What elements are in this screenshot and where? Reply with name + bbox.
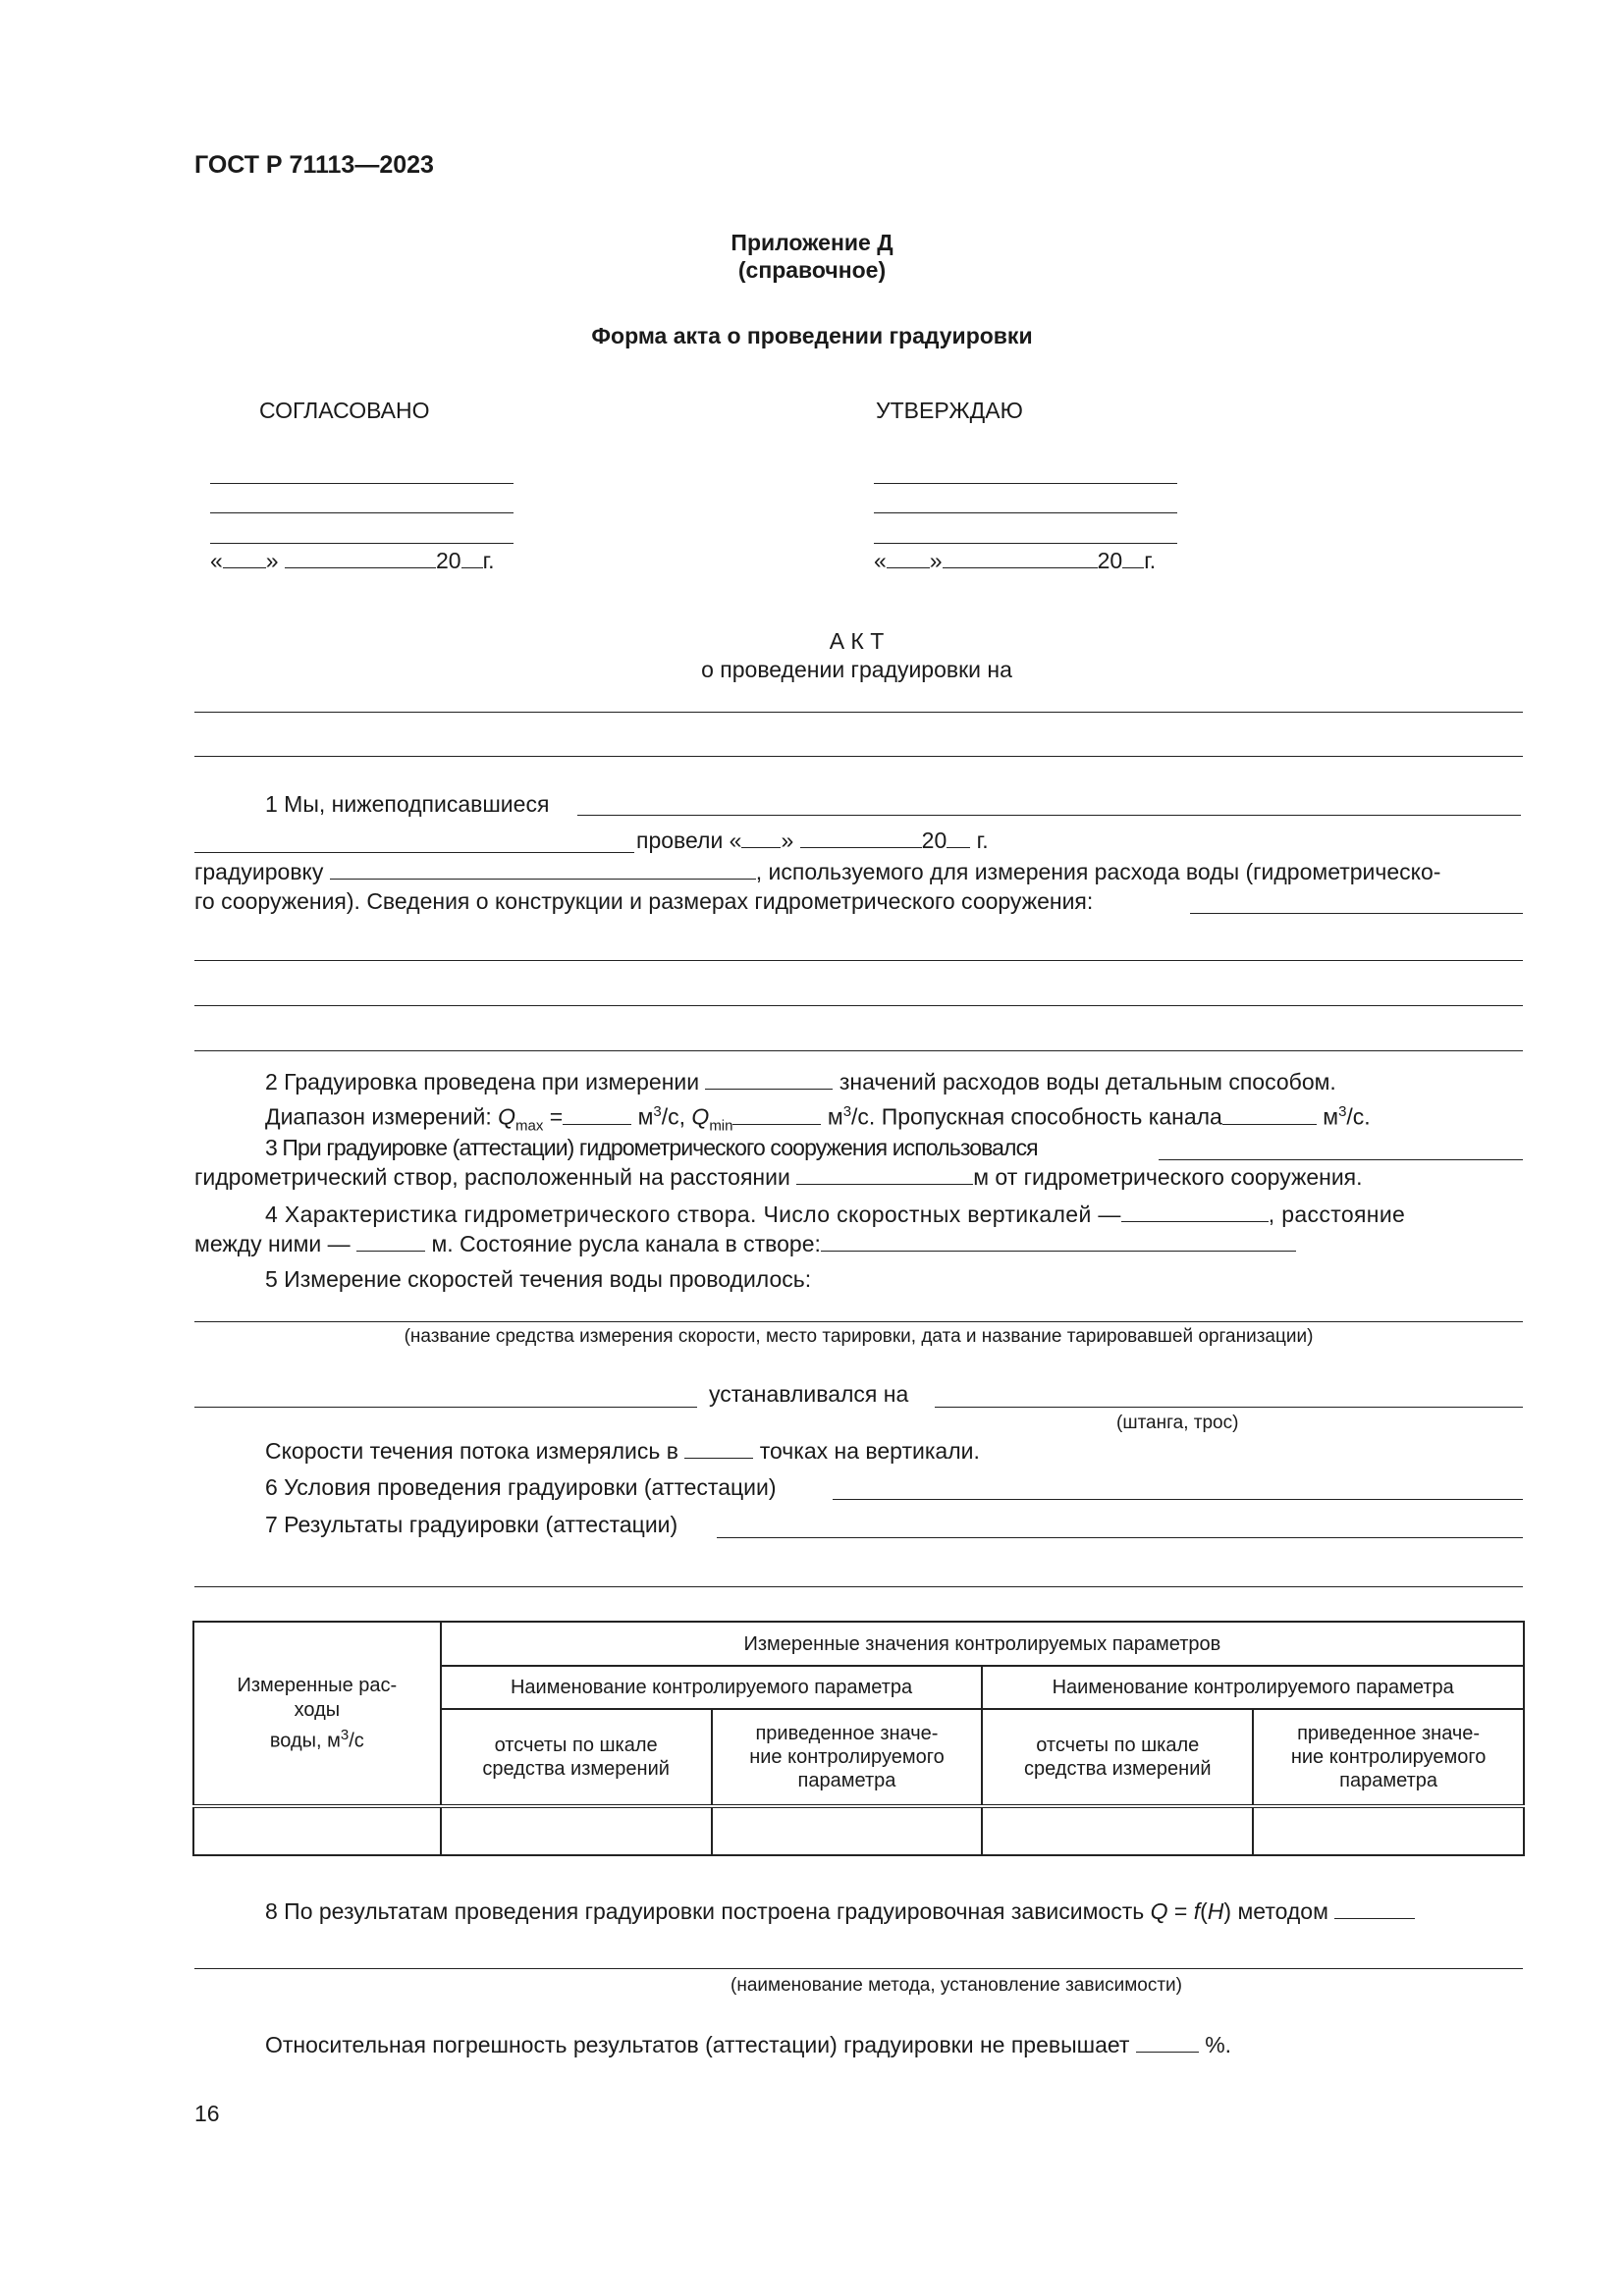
item3-text: 3 При градуировке (аттестации) гидрометрического сооружения использовался bbox=[265, 1135, 1038, 1160]
approve-date: « » 20 г. bbox=[874, 548, 1157, 573]
table-col-flow-header: Измеренные рас- ходы воды, $м^3/с$ bbox=[193, 1622, 441, 1806]
agreed-line-1 bbox=[210, 483, 514, 484]
item5-points: Скорости течения потока измерялись в точках на вертикали. bbox=[265, 1438, 980, 1464]
table-cell bbox=[712, 1806, 983, 1855]
item4-between: между ними — м. Состояние русла канала в створе: bbox=[194, 1231, 1296, 1257]
table-cell bbox=[1253, 1806, 1524, 1855]
item2-text: 2 Градуировка проведена при измерении значений расходов воды детальным способом. bbox=[265, 1069, 1336, 1095]
approve-label: УТВЕРЖДАЮ bbox=[876, 398, 1023, 423]
item5-text: 5 Измерение скоростей течения воды проводилось: bbox=[265, 1266, 812, 1292]
results-table bbox=[192, 1621, 1525, 1856]
item5-caption-instrument: (название средства измерения скорости, место тарировки, дата и название тарировавшей организации) bbox=[404, 1326, 1314, 1347]
item1-construction-line bbox=[1190, 913, 1523, 914]
item5-installed-label: устанавливался на bbox=[709, 1381, 909, 1407]
item6-text: 6 Условия проведения градуировки (аттестации) bbox=[265, 1474, 777, 1500]
item1-calibration: градуировку , используемого для измерения расхода воды (гидрометрическо- bbox=[194, 859, 1441, 884]
act-line-1 bbox=[194, 712, 1523, 713]
approve-line-2 bbox=[874, 512, 1177, 513]
item1-line-a bbox=[194, 960, 1523, 961]
item1-conducted: провели « » 20 г. bbox=[636, 828, 989, 853]
item1-line-b bbox=[194, 1005, 1523, 1006]
page-number: 16 bbox=[194, 2101, 220, 2126]
item1-lead: 1 Мы, нижеподписавшиеся bbox=[265, 791, 550, 817]
approve-line-1 bbox=[874, 483, 1177, 484]
item3-line bbox=[1159, 1159, 1523, 1160]
item7-line-b bbox=[194, 1586, 1523, 1587]
approve-line-3 bbox=[874, 543, 1177, 544]
table-group-header: Измеренные значения контролируемых параметров bbox=[441, 1622, 1524, 1666]
item5-installed-line-left bbox=[194, 1407, 697, 1408]
item1-signers-line bbox=[577, 815, 1521, 816]
item8-caption: (наименование метода, установление зависимости) bbox=[731, 1975, 1182, 1996]
item8-method-line bbox=[194, 1968, 1523, 1969]
item8-text: 8 По результатам проведения градуировки построена градуировочная зависимость Q = f(H) методом bbox=[265, 1898, 1415, 1925]
item6-line bbox=[833, 1499, 1523, 1500]
table-sub-value-2: приведенное значе- ние контролируемого параметра bbox=[1253, 1709, 1524, 1806]
agreed-line-3 bbox=[210, 543, 514, 544]
table-sub-readings-2: отсчеты по шкале средства измерений bbox=[982, 1709, 1253, 1806]
form-title: Форма акта о проведении градуировки bbox=[591, 323, 1033, 348]
item1-org-line bbox=[194, 852, 634, 853]
table-param-header-2: Наименование контролируемого параметра bbox=[982, 1666, 1524, 1709]
item1-construction: го сооружения). Сведения о конструкции и размерах гидрометрического сооружения: bbox=[194, 888, 1094, 914]
item3-distance: гидрометрический створ, расположенный на расстоянии м от гидрометрического сооружения. bbox=[194, 1164, 1363, 1190]
item7-line bbox=[717, 1537, 1523, 1538]
item5-installed-line-right bbox=[935, 1407, 1523, 1408]
act-title: А К Т bbox=[829, 628, 885, 654]
appendix-subtitle: (справочное) bbox=[737, 257, 887, 283]
appendix-title: Приложение Д bbox=[731, 230, 893, 255]
table-cell bbox=[982, 1806, 1253, 1855]
act-line-2 bbox=[194, 756, 1523, 757]
error-statement: Относительная погрешность результатов (аттестации) градуировки не превышает %. bbox=[265, 2032, 1232, 2057]
table-sub-value-1: приведенное значе- ние контролируемого параметра bbox=[712, 1709, 983, 1806]
table-cell bbox=[441, 1806, 712, 1855]
table-cell bbox=[193, 1806, 441, 1855]
item5-caption-mount: (штанга, трос) bbox=[1116, 1413, 1239, 1433]
agreed-date: « » 20 г. bbox=[210, 548, 495, 573]
item5-instrument-line bbox=[194, 1321, 1523, 1322]
item2-range: Диапазон измерений: $Q_{max} = м^3/с$, $Q_{min}$ $м^3/с$. Пропускная способность канала $м^3/с$. bbox=[265, 1103, 1371, 1135]
item1-line-c bbox=[194, 1050, 1523, 1051]
table-sub-readings-1: отсчеты по шкале средства измерений bbox=[441, 1709, 712, 1806]
item7-text: 7 Результаты градуировки (аттестации) bbox=[265, 1512, 678, 1537]
agreed-line-2 bbox=[210, 512, 514, 513]
item4-text: 4 Характеристика гидрометрического створа. Число скоростных вертикалей — , расстояние bbox=[265, 1201, 1406, 1227]
standard-code: ГОСТ Р 71113—2023 bbox=[194, 151, 434, 179]
table-param-header-1: Наименование контролируемого параметра bbox=[441, 1666, 983, 1709]
act-subtitle: о проведении градуировки на bbox=[701, 657, 1012, 682]
agreed-label: СОГЛАСОВАНО bbox=[259, 398, 430, 423]
